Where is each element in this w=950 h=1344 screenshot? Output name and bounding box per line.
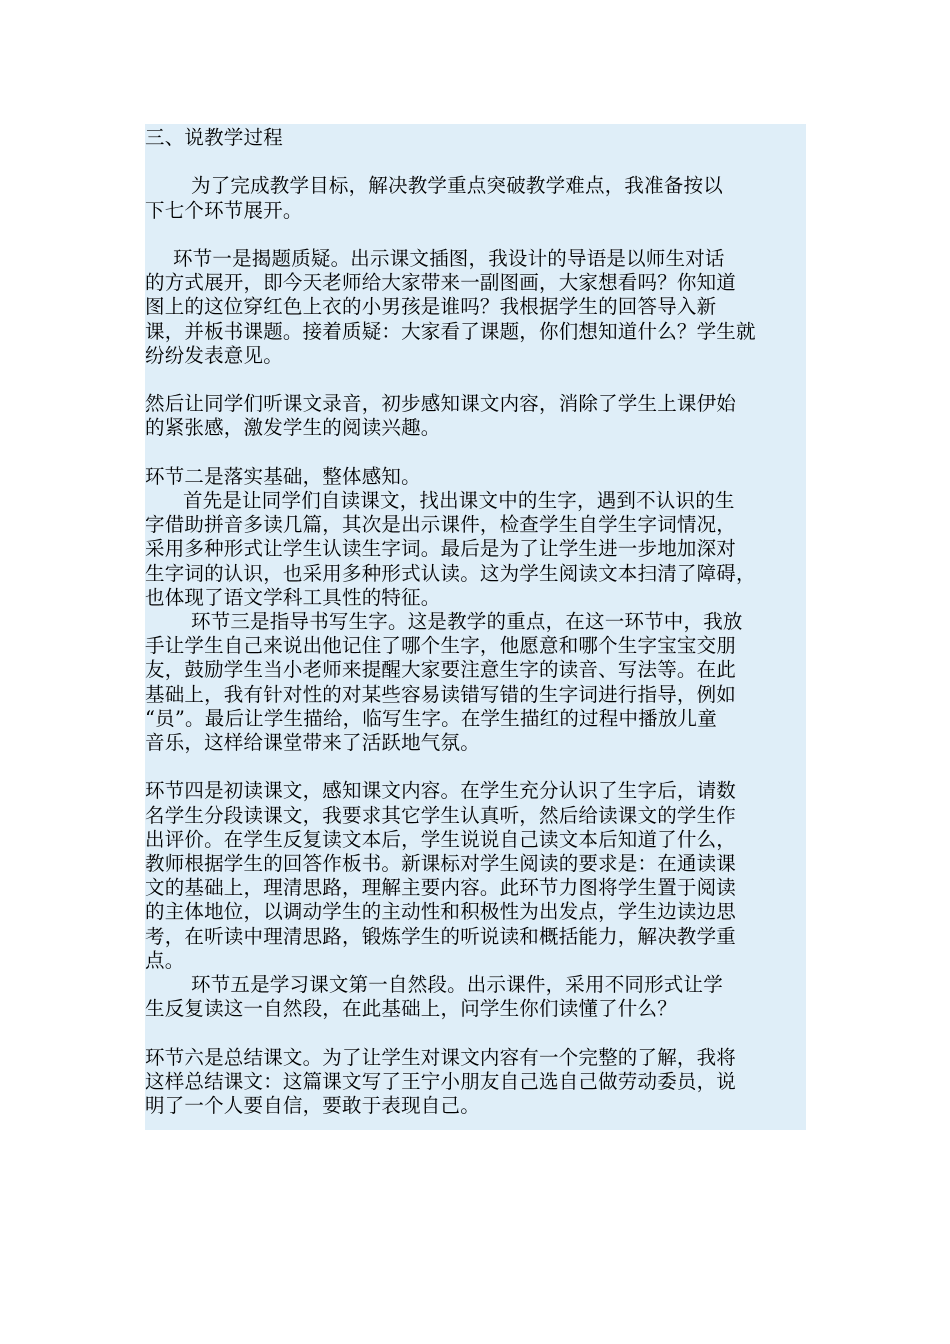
text-line: 手让学生自己来说出他记住了哪个生字，他愿意和哪个生字宝宝交朋 bbox=[145, 634, 737, 658]
text-line: 下七个环节展开。 bbox=[145, 198, 303, 222]
text-line: 音乐，这样给课堂带来了活跃地气氛。 bbox=[145, 731, 480, 754]
text-line: 文的基础上，理清思路，理解主要内容。此环节力图将学生置于阅读 bbox=[145, 876, 737, 900]
text-line: 环节五是学习课文第一自然段。出示课件，采用不同形式让学 bbox=[191, 973, 723, 996]
text-line: 名学生分段读课文，我要求其它学生认真听，然后给读课文的学生作 bbox=[145, 803, 737, 827]
document-text-block bbox=[145, 124, 806, 1130]
text-line: 基础上，我有针对性的对某些容易读错写错的生字词进行指导，例如 bbox=[145, 682, 737, 706]
text-line: 的方式展开，即今天老师给大家带来一副图画，大家想看吗？你知道 bbox=[145, 271, 737, 295]
text-line: 纷纷发表意见。 bbox=[145, 343, 283, 367]
text-line: 环节六是总结课文。为了让学生对课文内容有一个完整的了解，我将 bbox=[145, 1045, 737, 1069]
text-line: 生反复读这一自然段，在此基础上，问学生你们读懂了什么？ bbox=[145, 997, 677, 1021]
text-line: 这样总结课文：这篇课文写了王宁小朋友自己选自己做劳动委员，说 bbox=[145, 1069, 737, 1093]
text-line: 环节二是落实基础，整体感知。 bbox=[145, 464, 421, 488]
text-line: 教师根据学生的回答作板书。新课标对学生阅读的要求是：在通读课 bbox=[145, 852, 737, 875]
text-line: 也体现了语文学科工具性的特征。 bbox=[145, 585, 441, 609]
text-line: 友，鼓励学生当小老师来提醒大家要注意生字的读音、写法等。在此 bbox=[145, 658, 737, 682]
text-line: “员”。最后让学生描给，临写生字。在学生描红的过程中播放儿童 bbox=[145, 706, 717, 730]
text-line: 的紧张感，激发学生的阅读兴趣。 bbox=[145, 416, 441, 440]
text-line: 考，在听读中理清思路，锻炼学生的听说读和概括能力，解决教学重 bbox=[145, 924, 737, 948]
text-line: 图上的这位穿红色上衣的小男孩是谁吗？我根据学生的回答导入新 bbox=[145, 295, 717, 319]
text-line: 采用多种形式让学生认读生字词。最后是为了让学生进一步地加深对 bbox=[145, 537, 737, 561]
text-line: 生字词的认识，也采用多种形式认读。这为学生阅读文本扫清了障碍， bbox=[145, 561, 756, 585]
text-line: 环节四是初读课文，感知课文内容。在学生充分认识了生字后，请数 bbox=[145, 779, 737, 803]
text-line: 三、说教学过程 bbox=[145, 126, 283, 149]
text-line: 然后让同学们听课文录音，初步感知课文内容，消除了学生上课伊始 bbox=[145, 392, 737, 416]
text-line: 点。 bbox=[145, 948, 185, 972]
text-line: 环节三是指导书写生字。这是教学的重点，在这一环节中，我放 bbox=[191, 610, 743, 633]
text-line: 首先是让同学们自读课文，找出课文中的生字，遇到不认识的生 bbox=[183, 489, 735, 512]
text-line: 字借助拼音多读几篇，其次是出示课件，检查学生自学生字词情况， bbox=[145, 513, 737, 537]
text-line: 环节一是揭题质疑。出示课文插图，我设计的导语是以师生对话 bbox=[173, 247, 725, 270]
text-line: 出评价。在学生反复读文本后，学生说说自己读文本后知道了什么， bbox=[145, 827, 737, 851]
text-line: 课，并板书课题。接着质疑：大家看了课题，你们想知道什么？学生就 bbox=[145, 319, 756, 343]
text-line: 的主体地位，以调动学生的主动性和积极性为出发点，学生边读边思 bbox=[145, 900, 737, 924]
text-line: 为了完成教学目标，解决教学重点突破教学难点，我准备按以 bbox=[191, 174, 723, 198]
text-line: 明了一个人要自信，要敢于表现自己。 bbox=[145, 1094, 480, 1117]
